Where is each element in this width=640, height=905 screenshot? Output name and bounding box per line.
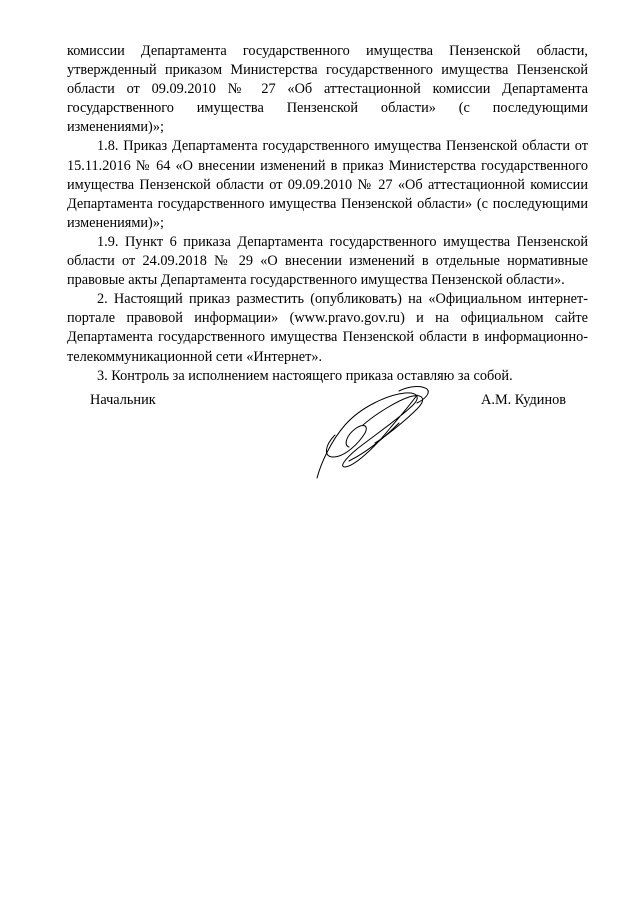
paragraph-item-2-publication: 2. Настоящий приказ разместить (опубликовать) на «Официальном интернет-портале правовой информации» (www.pravo.gov.ru) и на официальном сайте Департамента государственного имущества Пензенской области в информационно-телекоммуникационной сети «Интернет».	[67, 291, 588, 365]
document-body	[67, 42, 588, 386]
paragraph-commission-clause: комиссии Департамента государственного имущества Пензенской области, утвержденный приказом Министерства государственного имущества Пензенской области от 09.09.2010 № 27 «Об аттестационной комиссии Департамента государственного имущества Пензенской области» (с последующими изменениями)»;	[67, 43, 588, 136]
paragraph-item-1-9: 1.9. Пункт 6 приказа Департамента государственного имущества Пензенской области от 24.09.2018 № 29 «О внесении изменений в отдельные нормативные правовые акты Департамента государственного имущества Пензенской области».	[67, 233, 588, 289]
paragraph-item-3-control: 3. Контроль за исполнением настоящего приказа оставляю за собой.	[97, 367, 513, 384]
signatory-name: А.М. Кудинов	[481, 392, 566, 408]
signatory-position: Начальник	[90, 392, 156, 408]
paragraph-item-1-8: 1.8. Приказ Департамента государственного имущества Пензенской области от 15.11.2016 № 64 «О внесении изменений в приказ Министерства государственного имущества Пензенской области от 09.09.2010 № 27 «Об аттестационной комиссии Департамента государственного имущества Пензенской области» (с последующими изменениями)»;	[67, 138, 588, 231]
handwritten-signature	[305, 383, 455, 483]
